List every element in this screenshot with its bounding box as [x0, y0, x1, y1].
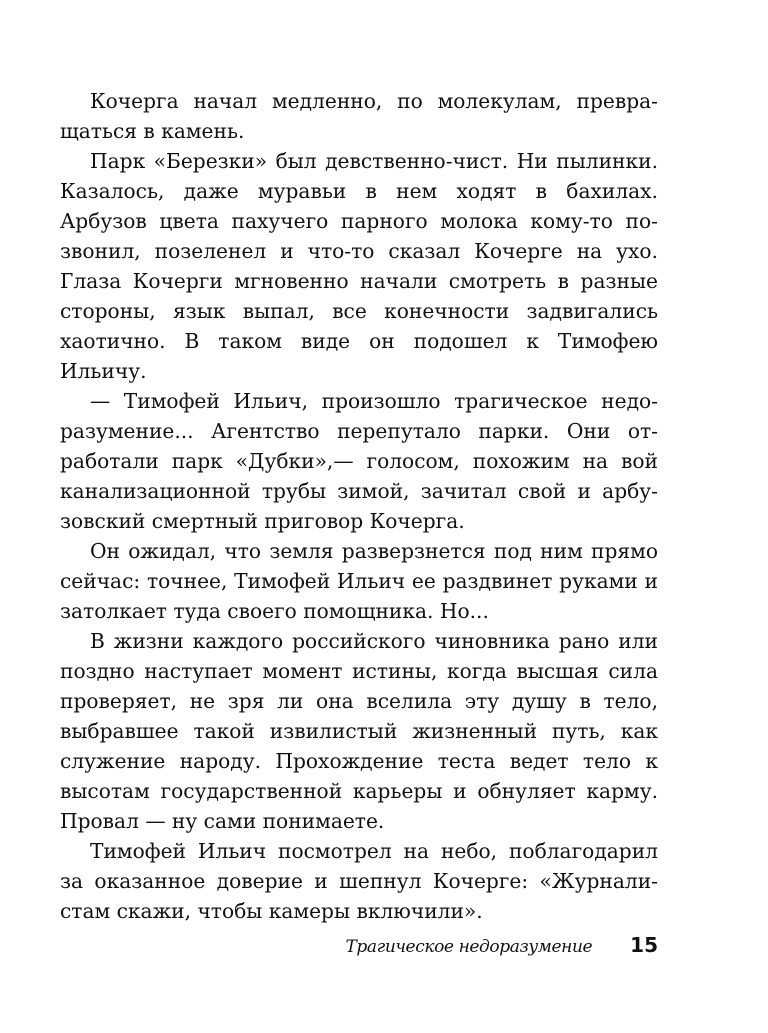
page-number: 15: [630, 933, 658, 957]
paragraph: — Тимофей Ильич, произошло трагическое недоразумение... Агентство перепутало парки. Они отработали парк «Дубки»,— голосом, похожим на вой канализационной трубы зимой, зачитал свой и арбузовский смертный приговор Кочерга.: [60, 389, 658, 533]
paragraph: Тимофей Ильич посмотрел на небо, поблагодарил за оказанное доверие и шепнул Кочерге: «Журналистам скажи, чтобы камеры включили».: [60, 839, 658, 923]
page-footer: [60, 933, 658, 963]
page-body: [60, 86, 658, 926]
paragraph: Кочерга начал медленно, по молекулам, превращаться в камень.: [60, 89, 658, 143]
paragraph: Он ожидал, что земля разверзнется под ним прямо сейчас: точнее, Тимофей Ильич ее раздвинет руками и затолкает туда своего помощника. Но...: [60, 539, 658, 623]
paragraph: В жизни каждого российского чиновника рано или поздно наступает момент истины, когда высшая сила проверяет, не зря ли она вселила эту душу в тело, выбравшее такой извилистый жизненный путь, как служение народу. Прохождение теста ведет тело к высотам государственной карьеры и обнуляет карму. Провал — ну сами понимаете.: [60, 629, 658, 833]
paragraph: Парк «Березки» был девственно-чист. Ни пылинки. Казалось, даже муравьи в нем ходят в бахилах. Арбузов цвета пахучего парного молока кому-то позвонил, позеленел и что-то сказал Кочерге на ухо. Глаза Кочерги мгновенно начали смотреть в разные стороны, язык выпал, все конечности задвигались хаотично. В таком виде он подошел к Тимофею Ильичу.: [60, 149, 658, 383]
running-title: Трагическое недоразумение: [345, 937, 593, 957]
